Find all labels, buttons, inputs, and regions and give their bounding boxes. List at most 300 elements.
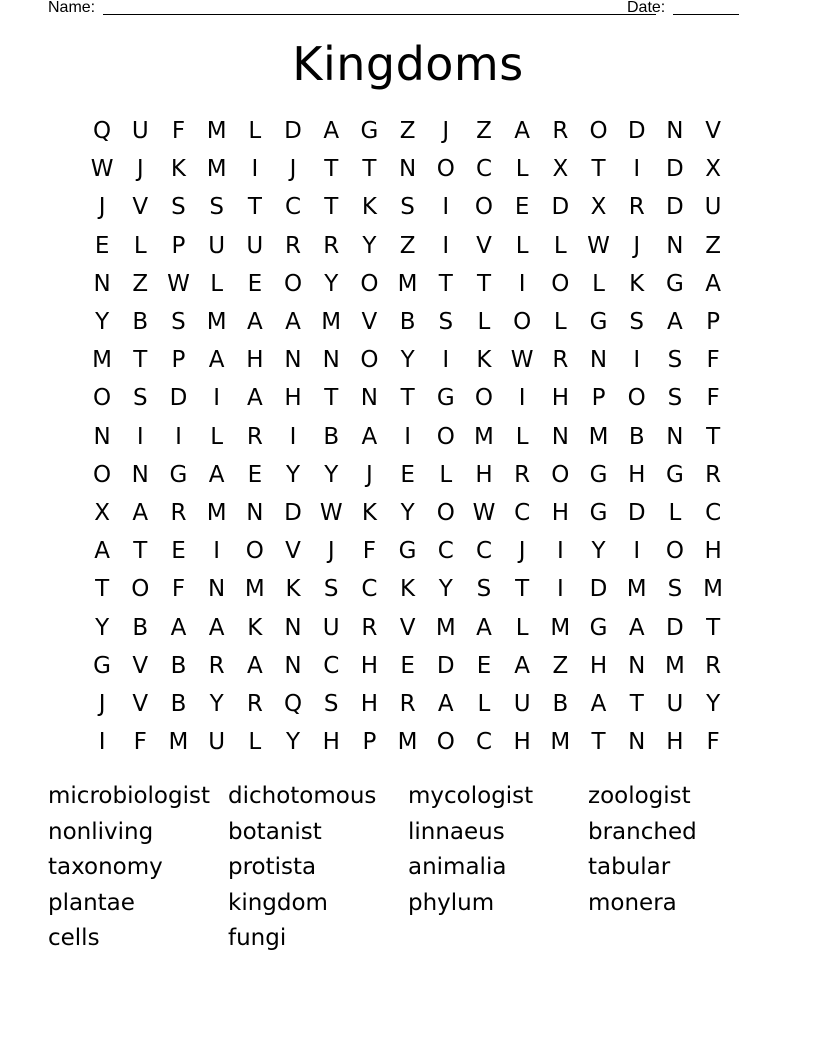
- grid-letter: U: [246, 232, 264, 259]
- grid-letter: H: [589, 652, 608, 679]
- grid-letter: G: [169, 461, 188, 488]
- grid-letter: I: [213, 385, 221, 412]
- grid-letter: P: [171, 347, 186, 374]
- grid-letter: D: [627, 118, 646, 145]
- grid-letter: N: [284, 652, 302, 679]
- grid-letter: H: [360, 690, 379, 717]
- grid-letter: N: [666, 423, 684, 450]
- grid-letter: J: [98, 690, 106, 717]
- grid-letter: G: [589, 461, 608, 488]
- grid-letter: O: [436, 729, 455, 756]
- grid-letter: F: [171, 576, 186, 603]
- grid-letter: N: [628, 729, 646, 756]
- grid-letter: I: [556, 576, 564, 603]
- grid-letter: A: [208, 461, 225, 488]
- grid-letter: G: [665, 461, 684, 488]
- grid-letter: A: [208, 347, 225, 374]
- grid-letter: Z: [399, 232, 416, 259]
- grid-letter: A: [437, 690, 454, 717]
- grid-letter: A: [170, 614, 187, 641]
- grid-letter: H: [704, 538, 722, 565]
- grid-letter: P: [591, 385, 606, 412]
- grid-letter: T: [706, 423, 721, 450]
- grid-letter: V: [132, 652, 149, 679]
- word-bank-item: cells: [48, 925, 100, 951]
- grid-letter: Y: [95, 614, 110, 641]
- grid-letter: N: [93, 423, 111, 450]
- grid-letter: I: [213, 538, 221, 565]
- grid-letter: M: [550, 614, 571, 641]
- grid-letter: L: [668, 499, 682, 526]
- grid-letter: I: [633, 347, 641, 374]
- grid-letter: E: [476, 652, 492, 679]
- grid-letter: C: [514, 499, 531, 526]
- grid-letter: E: [171, 538, 186, 565]
- grid-letter: M: [168, 729, 189, 756]
- grid-letter: E: [400, 461, 415, 488]
- grid-letter: U: [208, 729, 226, 756]
- grid-letter: U: [208, 232, 226, 259]
- grid-letter: Y: [324, 461, 339, 488]
- word-bank-item: linnaeus: [408, 818, 505, 845]
- grid-letter: Q: [93, 118, 112, 145]
- grid-letter: O: [245, 538, 264, 565]
- grid-letter: B: [132, 309, 149, 336]
- grid-letter: M: [588, 423, 609, 450]
- grid-letter: J: [289, 156, 297, 183]
- grid-letter: O: [360, 347, 379, 374]
- grid-letter: L: [515, 614, 529, 641]
- grid-letter: T: [438, 270, 453, 297]
- grid-letter: Y: [706, 690, 721, 717]
- grid-letter: F: [171, 118, 186, 145]
- word-bank-item: monera: [588, 889, 677, 916]
- grid-letter: S: [400, 194, 415, 221]
- grid-letter: L: [248, 118, 262, 145]
- grid-letter: L: [210, 423, 224, 450]
- grid-letter: E: [94, 232, 110, 259]
- grid-letter: R: [399, 690, 416, 717]
- grid-letter: A: [628, 614, 645, 641]
- grid-letter: S: [667, 576, 683, 603]
- grid-letter: B: [399, 309, 416, 336]
- grid-letter: S: [667, 347, 683, 374]
- grid-letter: M: [397, 270, 418, 297]
- word-bank-item: tabular: [588, 854, 671, 880]
- grid-letter: C: [323, 652, 340, 679]
- grid-letter: S: [323, 690, 339, 717]
- word-bank: [48, 779, 768, 957]
- grid-letter: D: [284, 499, 302, 526]
- grid-letter: V: [361, 309, 378, 336]
- grid-letter: Z: [552, 652, 569, 679]
- grid-letter: Y: [324, 270, 339, 297]
- grid-letter: T: [95, 576, 110, 603]
- grid-letter: G: [398, 538, 417, 565]
- grid-letter: H: [284, 385, 302, 412]
- grid-letter: D: [436, 652, 455, 679]
- grid-letter: U: [704, 194, 722, 221]
- grid-letter: F: [706, 347, 720, 374]
- word-bank-item: phylum: [408, 889, 495, 916]
- grid-letter: S: [629, 309, 645, 336]
- grid-letter: R: [552, 347, 569, 374]
- grid-letter: A: [514, 118, 531, 145]
- grid-letter: L: [477, 690, 491, 717]
- grid-letter: I: [633, 156, 641, 183]
- grid-letter: T: [591, 729, 606, 756]
- date-line[interactable]: [673, 14, 739, 15]
- grid-letter: J: [136, 156, 144, 183]
- grid-letter: I: [442, 194, 450, 221]
- grid-letter: W: [167, 270, 190, 297]
- grid-letter: C: [285, 194, 302, 221]
- grid-letter: M: [206, 499, 227, 526]
- grid-letter: H: [666, 729, 684, 756]
- grid-letter: T: [133, 347, 148, 374]
- grid-letter: W: [587, 232, 610, 259]
- word-bank-item: fungi: [228, 925, 287, 951]
- grid-letter: S: [438, 309, 454, 336]
- word-bank-item: botanist: [228, 818, 322, 845]
- grid-letter: R: [246, 423, 263, 450]
- grid-letter: N: [131, 461, 149, 488]
- grid-letter: J: [442, 118, 450, 145]
- grid-letter: N: [93, 270, 111, 297]
- grid-letter: R: [628, 194, 645, 221]
- grid-letter: K: [361, 499, 377, 526]
- grid-letter: B: [628, 423, 645, 450]
- grid-letter: L: [439, 461, 453, 488]
- grid-letter: R: [285, 232, 302, 259]
- grid-letter: K: [400, 576, 416, 603]
- grid-letter: L: [515, 156, 529, 183]
- grid-letter: R: [323, 232, 340, 259]
- name-line[interactable]: [103, 14, 656, 15]
- grid-letter: A: [361, 423, 378, 450]
- grid-letter: L: [515, 232, 529, 259]
- grid-letter: H: [246, 347, 264, 374]
- grid-letter: M: [435, 614, 456, 641]
- grid-letter: M: [206, 118, 227, 145]
- grid-letter: I: [136, 423, 144, 450]
- grid-letter: F: [133, 729, 147, 756]
- grid-letter: I: [518, 385, 526, 412]
- grid-letter: G: [589, 309, 608, 336]
- grid-letter: T: [706, 614, 721, 641]
- grid-letter: C: [437, 538, 454, 565]
- grid-letter: M: [474, 423, 494, 450]
- grid-letter: M: [397, 729, 418, 756]
- grid-letter: O: [283, 270, 303, 297]
- grid-letter: T: [247, 194, 262, 221]
- grid-letter: K: [629, 270, 645, 297]
- grid-letter: W: [472, 499, 496, 526]
- grid-letter: O: [436, 423, 455, 450]
- grid-letter: P: [706, 309, 721, 336]
- grid-letter: S: [171, 194, 186, 221]
- grid-letter: K: [247, 614, 263, 641]
- grid-letter: A: [94, 538, 110, 565]
- grid-letter: O: [627, 385, 646, 412]
- grid-letter: O: [360, 270, 379, 297]
- grid-letter: D: [589, 576, 608, 603]
- grid-letter: Q: [283, 690, 303, 717]
- grid-letter: T: [476, 270, 491, 297]
- grid-letter: M: [206, 309, 227, 336]
- page-title: Kingdoms: [292, 37, 524, 91]
- grid-letter: J: [633, 232, 641, 259]
- grid-letter: O: [131, 576, 150, 603]
- grid-letter: D: [169, 385, 188, 412]
- grid-letter: N: [551, 423, 569, 450]
- grid-letter: W: [319, 499, 343, 526]
- grid-letter: D: [284, 118, 302, 145]
- grid-letter: G: [665, 270, 684, 297]
- grid-letter: Z: [399, 118, 416, 145]
- grid-letter: M: [206, 156, 227, 183]
- grid-letter: N: [284, 347, 302, 374]
- name-label: Name:: [48, 0, 96, 16]
- grid-letter: L: [553, 232, 567, 259]
- grid-letter: J: [98, 194, 106, 221]
- grid-letter: D: [551, 194, 570, 221]
- grid-letter: A: [285, 309, 301, 336]
- grid-letter: Y: [591, 538, 606, 565]
- grid-letter: F: [706, 385, 720, 412]
- word-bank-item: zoologist: [588, 783, 691, 809]
- grid-letter: G: [589, 499, 608, 526]
- grid-letter: O: [436, 499, 455, 526]
- grid-letter: Y: [438, 576, 453, 603]
- grid-letter: O: [474, 194, 494, 221]
- grid-letter: M: [703, 576, 724, 603]
- grid-letter: I: [633, 538, 641, 565]
- grid-letter: U: [131, 118, 149, 145]
- grid-letter: L: [133, 232, 147, 259]
- grid-letter: M: [92, 347, 113, 374]
- grid-letter: L: [515, 423, 529, 450]
- grid-letter: W: [90, 156, 114, 183]
- grid-letter: S: [171, 309, 186, 336]
- word-bank-item: kingdom: [228, 889, 328, 916]
- grid-letter: Y: [400, 347, 415, 374]
- grid-letter: Y: [286, 461, 301, 488]
- grid-letter: L: [553, 309, 567, 336]
- grid-letter: R: [705, 652, 722, 679]
- grid-letter: T: [400, 385, 415, 412]
- grid-letter: S: [476, 576, 492, 603]
- grid-letter: B: [323, 423, 340, 450]
- grid-letter: E: [514, 194, 530, 221]
- grid-letter: D: [666, 614, 684, 641]
- grid-letter: A: [590, 690, 607, 717]
- grid-letter: I: [556, 538, 564, 565]
- grid-letter: M: [626, 576, 647, 603]
- grid-letter: R: [552, 118, 569, 145]
- grid-letter: A: [476, 614, 492, 641]
- grid-letter: O: [436, 156, 455, 183]
- grid-letter: D: [666, 194, 684, 221]
- grid-letter: N: [628, 652, 646, 679]
- grid-letter: H: [322, 729, 340, 756]
- grid-letter: A: [246, 309, 263, 336]
- grid-letter: D: [666, 156, 684, 183]
- grid-letter: E: [247, 461, 263, 488]
- grid-letter: Z: [705, 232, 721, 259]
- word-bank-item: protista: [228, 854, 317, 880]
- grid-letter: V: [132, 690, 149, 717]
- grid-letter: R: [208, 652, 225, 679]
- grid-letter: B: [170, 652, 187, 679]
- grid-letter: H: [628, 461, 646, 488]
- grid-letter: C: [361, 576, 378, 603]
- word-bank-item: animalia: [408, 854, 507, 880]
- grid-letter: Y: [400, 499, 415, 526]
- grid-letter: J: [327, 538, 335, 565]
- grid-letter: C: [475, 729, 492, 756]
- grid-letter: M: [321, 309, 342, 336]
- grid-letter: S: [132, 385, 148, 412]
- grid-letter: I: [442, 347, 450, 374]
- grid-letter: S: [209, 194, 224, 221]
- grid-letter: T: [591, 156, 606, 183]
- grid-letter: U: [513, 690, 531, 717]
- grid-letter: A: [246, 385, 263, 412]
- grid-letter: I: [404, 423, 411, 450]
- grid-letter: V: [399, 614, 416, 641]
- grid-letter: A: [514, 652, 531, 679]
- grid-letter: N: [322, 347, 340, 374]
- word-bank-item: taxonomy: [48, 854, 163, 880]
- grid-letter: N: [360, 385, 379, 412]
- grid-letter: B: [132, 614, 149, 641]
- word-bank-item: mycologist: [408, 783, 534, 809]
- grid-letter: E: [400, 652, 415, 679]
- grid-letter: O: [551, 461, 570, 488]
- grid-letter: B: [170, 690, 187, 717]
- grid-letter: Y: [286, 729, 301, 756]
- grid-letter: H: [551, 499, 569, 526]
- grid-letter: K: [361, 194, 377, 221]
- grid-letter: T: [324, 194, 339, 221]
- grid-letter: F: [706, 729, 720, 756]
- grid-letter: N: [398, 156, 417, 183]
- grid-letter: V: [476, 232, 492, 259]
- grid-letter: I: [518, 270, 526, 297]
- grid-letter: N: [666, 118, 684, 145]
- grid-letter: I: [289, 423, 297, 450]
- grid-letter: A: [667, 309, 683, 336]
- grid-letter: C: [475, 538, 492, 565]
- date-label: Date:: [627, 0, 666, 16]
- grid-letter: T: [629, 690, 644, 717]
- grid-letter: D: [627, 499, 646, 526]
- grid-letter: V: [132, 194, 149, 221]
- grid-letter: Z: [132, 270, 149, 297]
- grid-letter: F: [362, 538, 377, 565]
- grid-letter: O: [93, 461, 112, 488]
- grid-letter: O: [589, 118, 608, 145]
- grid-letter: R: [361, 614, 378, 641]
- grid-letter: J: [366, 461, 373, 488]
- grid-letter: A: [323, 118, 340, 145]
- grid-letter: J: [518, 538, 526, 565]
- grid-letter: R: [246, 690, 263, 717]
- grid-letter: K: [476, 347, 492, 374]
- grid-letter: K: [170, 156, 187, 183]
- word-search-grid: [83, 112, 732, 761]
- grid-letter: V: [705, 118, 721, 145]
- grid-letter: I: [251, 156, 259, 183]
- word-bank-item: plantae: [48, 889, 135, 916]
- grid-letter: E: [247, 270, 263, 297]
- grid-letter: X: [94, 499, 110, 526]
- grid-letter: G: [589, 614, 608, 641]
- grid-letter: Y: [95, 309, 110, 336]
- grid-letter: W: [510, 347, 534, 374]
- grid-letter: V: [285, 538, 301, 565]
- grid-letter: N: [666, 232, 684, 259]
- grid-letter: L: [477, 309, 491, 336]
- grid-letter: R: [170, 499, 187, 526]
- word-bank-item: dichotomous: [228, 783, 377, 809]
- grid-letter: A: [208, 614, 225, 641]
- grid-letter: K: [285, 576, 301, 603]
- grid-letter: S: [323, 576, 339, 603]
- grid-letter: Y: [362, 232, 377, 259]
- grid-letter: M: [550, 729, 571, 756]
- grid-letter: G: [436, 385, 455, 412]
- grid-letter: H: [513, 729, 531, 756]
- grid-letter: H: [475, 461, 493, 488]
- grid-letter: T: [515, 576, 530, 603]
- grid-letter: I: [175, 423, 182, 450]
- grid-letter: O: [93, 385, 112, 412]
- grid-letter: O: [474, 385, 494, 412]
- grid-letter: N: [246, 499, 264, 526]
- grid-letter: A: [132, 499, 149, 526]
- grid-letter: N: [589, 347, 608, 374]
- grid-letter: O: [665, 538, 684, 565]
- grid-letter: N: [284, 614, 302, 641]
- grid-letter: B: [552, 690, 569, 717]
- grid-letter: O: [513, 309, 532, 336]
- grid-letter: I: [98, 729, 106, 756]
- grid-letter: H: [360, 652, 379, 679]
- grid-letter: H: [551, 385, 569, 412]
- grid-letter: L: [248, 729, 262, 756]
- grid-letter: N: [208, 576, 226, 603]
- grid-letter: O: [551, 270, 570, 297]
- word-bank-item: microbiologist: [48, 783, 210, 809]
- grid-letter: M: [664, 652, 685, 679]
- grid-letter: Z: [476, 118, 492, 145]
- grid-letter: A: [705, 270, 721, 297]
- grid-letter: R: [514, 461, 531, 488]
- grid-letter: T: [133, 538, 148, 565]
- grid-letter: U: [666, 690, 684, 717]
- grid-letter: T: [362, 156, 377, 183]
- word-bank-item: branched: [588, 818, 697, 845]
- grid-letter: G: [360, 118, 379, 145]
- grid-letter: A: [246, 652, 263, 679]
- grid-letter: C: [475, 156, 492, 183]
- grid-letter: L: [592, 270, 605, 297]
- grid-letter: C: [705, 499, 722, 526]
- grid-letter: G: [93, 652, 111, 679]
- grid-letter: X: [705, 156, 721, 183]
